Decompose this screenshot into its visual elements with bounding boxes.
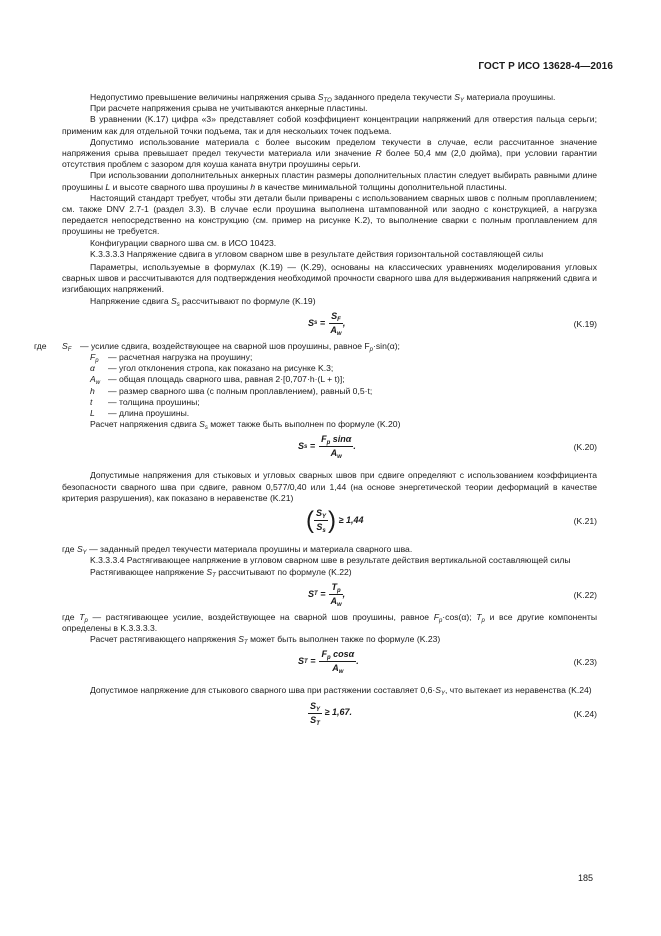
paragraph-allowable-tensile: Допустимое напряжение для стыкового сварного шва при растяжении составляет $0,6\cdot S_Y$, что вытекает из неравенства (K.24) [90, 685, 592, 698]
formula-k21-expression: ( $\frac{S_Y}{S_s}$ ) ≥ 1,44 [306, 506, 364, 535]
paragraph-shear-stress: Напряжение сдвига $S_s$ рассчитывают по формуле (K.19) [90, 295, 316, 308]
formula-k19-label: (K.19) [573, 318, 597, 329]
paragraph-allowable-shear: Допустимые напряжения для стыковых и угловых сварных швов при сдвиге определяют с использованием коэффициента безопасности сварного шва при сдвиге, равном 0,577/0,40 или 1,44 (на основе энергетической теории деформаций в качестве критерия разрушения), как показано в неравенстве (K.21) [62, 470, 597, 503]
formula-k24-expression: $\frac{S_Y}{S_T}$ ≥ 1,67 . [310, 700, 353, 727]
document-header: ГОСТ Р ИСО 13628-4—2016 [478, 61, 613, 72]
page-content [34, 92, 598, 731]
formula-k24-label: (K.24) [573, 708, 597, 719]
formula-k20 [62, 430, 597, 470]
where-list-1 [34, 340, 597, 419]
formula-k19-expression: S s = $\frac{S_F}{A_w}$ , [308, 310, 346, 337]
paragraph-full-penetration: Настоящий стандарт требует, чтобы эти детали были приварены с использованием сварных швов с полным проплавлением; см. также DNV 2.7-1 (раздел 3.3). В случае если проушина выполнена штампованной или заодно с конструкцией, а нагрузка передается непосредственно на конструкцию (см. пример на рисунке K.2), то выполнение сварки с полным проплавлением для проушины не требуется. [62, 192, 597, 237]
formula-k20-expression: S s = $\frac{F_p \sin\alpha}{A_w}$ . [298, 434, 356, 461]
paragraph-anchor-plates: При расчете напряжения срыва не учитываются анкерные пластины. [90, 103, 368, 114]
formula-k24 [62, 697, 597, 731]
page-number: 185 [578, 873, 594, 883]
formula-k22-label: (K.22) [573, 589, 597, 600]
paragraph-parameters: Параметры, используемые в формулах (K.19) — (K.29), основаны на классических уравнениях моделирования угловых сварных швов и рассчитываются для подтверждения необходимой прочности сварного шва для выдерживания напряжений сдвига и изгибающих напряжений. [62, 262, 597, 295]
where-item: h — размер сварного шва (с полным проплавлением), равный 0,5·t; [90, 385, 373, 396]
paragraph-shear-alt: Расчет напряжения сдвига $S_s$ может также быть выполнен по формуле (K.20) [90, 419, 401, 432]
where-item: L — длина проушины. [90, 408, 190, 419]
formula-k21 [62, 504, 597, 544]
paragraph-additional-plates: При использовании дополнительных анкерных пластин размеры дополнительных пластин следует выбирать равными длине проушины L и высоте сварного шва проушины h в качестве минимальной толщины дополнительной пластины. [62, 170, 597, 192]
paragraph-tensile-stress: Растягивающее напряжение $S_T$ рассчитывают по формуле (K.22) [90, 566, 352, 579]
formula-k23 [62, 645, 597, 685]
section-heading-k3333: K.3.3.3.3 Напряжение сдвига в угловом сварном шве в результате действия горизонтальной составляющей силы [90, 248, 544, 259]
paragraph-higher-yield: Допустимо использование материала с более высоким пределом текучести в случае, если рассчитанное значение напряжения срыва превышает предел текучести материала или значение R более 50,4 мм (2,0 дюйма), при условии гарантии отсутствия проблем с зазором для коуша каната внутри проушины серьги. [62, 136, 597, 170]
paragraph-tp-definition: где $T_p$ — растягивающее усилие, воздействующее на сварной шов проушины, равное $F_p\cdot\cos(\alpha)$; $T_p$ и все другие компоненты определены в K.3.3.3.3. [62, 611, 598, 633]
formula-k19 [62, 307, 597, 341]
where-item: t — толщина проушины; [90, 396, 200, 407]
where-item: $F_p$ — расчетная нагрузка на проушину; [90, 352, 253, 365]
formula-k22-expression: S T = $\frac{T_p}{A_w}$ , [308, 581, 346, 608]
formula-k20-label: (K.20) [573, 442, 597, 453]
formula-k21-label: (K.21) [573, 516, 597, 527]
paragraph-sy-definition: где $S_Y$ — заданный предел текучести материала проушины и материала сварного шва. [62, 544, 413, 557]
paragraph-equation-k17: В уравнении (K.17) цифра «3» представляет собой коэффициент концентрации напряжений для отверстия пальца серьги; применим как для отдельной точки подъема, так и для нескольких точек подъема. [62, 114, 597, 136]
formula-k23-label: (K.23) [573, 657, 597, 668]
paragraph-tensile-alt: Расчет растягивающего напряжения $S_T$ может быть выполнен также по формуле (K.23) [90, 634, 441, 647]
formula-k22 [62, 578, 597, 612]
formula-k23-expression: S T = $\frac{F_p \cos\alpha}{A_w}$ . [298, 649, 359, 676]
where-item: $A_w$ — общая площадь сварного шва, равная 2·[0,707·h·(L + t)]; [90, 374, 345, 387]
paragraph-weld-config: Конфигурации сварного шва см. в ИСО 10423. [90, 237, 277, 248]
section-heading-k3334: K.3.3.3.4 Растягивающее напряжение в угловом сварном шве в результате действия вертикальной составляющей силы [90, 555, 571, 566]
paragraph-yield-stress: Недопустимо превышение величины напряжения срыва $S_{TO}$ заданного предела текучести $S_Y$ материала проушины. [90, 92, 556, 104]
where-item: α — угол отклонения стропа, как показано на рисунке K.3; [90, 363, 334, 374]
where-item: где $S_F$ — усилие сдвига, воздействующее на сварной шов проушины, равное $F_p\cdot\sin(\alpha)$; [34, 340, 400, 353]
